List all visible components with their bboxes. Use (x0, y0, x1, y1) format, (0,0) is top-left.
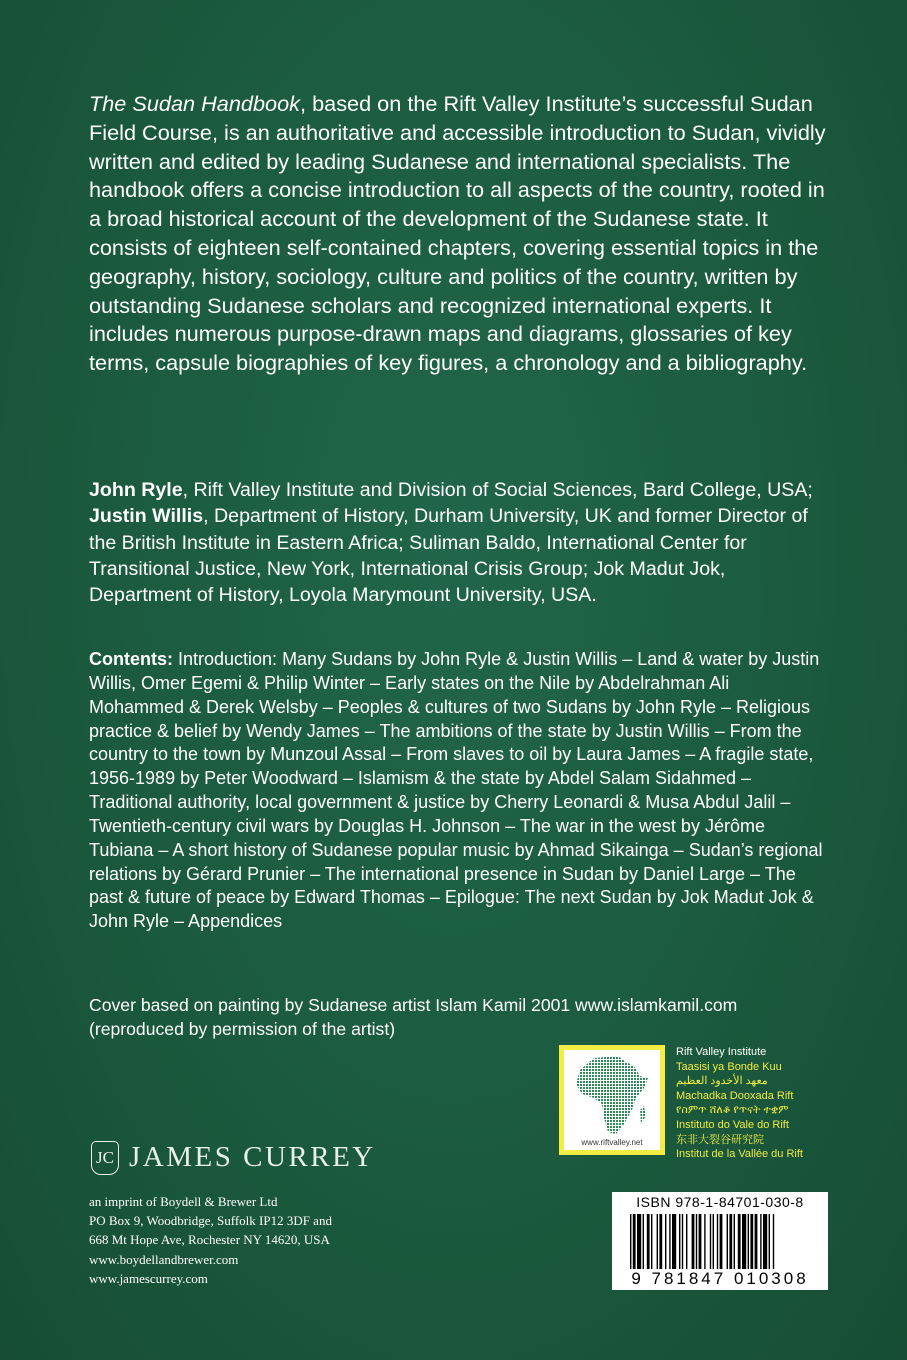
contributors-text-1: , Rift Valley Institute and Division of Social Sciences, Bard College, USA; (182, 479, 813, 501)
barcode-bar (727, 1214, 728, 1276)
africa-map-icon (574, 1054, 652, 1138)
barcode-bar (710, 1214, 711, 1276)
contributors-text-2: , Department of History, Durham University, UK and former Director of the British Institute in Eastern Africa; Suliman Baldo, International Center for Transitional Justice, New York, International Crisis Group; Jok Madut Jok, Department of History, Loyola Marymount University, USA. (89, 505, 808, 607)
barcode-bar (713, 1214, 714, 1276)
address-line: PO Box 9, Woodbridge, Suffolk IP12 3DF and (89, 1213, 332, 1229)
barcode-bar (679, 1214, 680, 1276)
contributors-paragraph (89, 477, 829, 608)
barcode-number: 9 781847 010308 (631, 1269, 809, 1288)
barcode-bar (637, 1214, 641, 1276)
barcode-bar (717, 1214, 718, 1276)
rvi-name-zh: 东非大裂谷研究院 (676, 1133, 764, 1146)
barcode-bar (699, 1214, 702, 1276)
barcode-bar (682, 1214, 683, 1276)
contents-label: Contents: (89, 649, 173, 669)
barcode-bar (750, 1214, 753, 1276)
barcode-bar (755, 1214, 758, 1276)
barcode-bar (720, 1214, 723, 1276)
publisher-website: www.boydellandbrewer.com (89, 1251, 239, 1267)
barcode-bar (657, 1214, 658, 1276)
james-currey-logo-mark: JC (91, 1141, 119, 1175)
barcode-digits (612, 1269, 828, 1289)
barcode-bar (738, 1214, 741, 1276)
contents-paragraph (89, 648, 829, 934)
barcode-bar (651, 1214, 652, 1276)
barcode-bars (630, 1214, 810, 1276)
barcode-bar (748, 1214, 749, 1276)
book-blurb (89, 90, 829, 378)
barcode-bar (686, 1214, 687, 1276)
barcode-bar (769, 1214, 770, 1276)
rvi-name-sw: Taasisi ya Bonde Kuu (676, 1060, 782, 1073)
contents-text: Introduction: Many Sudans by John Ryle & Justin Willis – Land & water by Justin Willis, Omer Egemi & Philip Winter – Early states on the Nile by Abdelrahman Ali Mohammed & Derek Welsby – Peoples & cultures of two Sudans by John Ryle – Religious practice & belief by Wendy James – The ambitions of the state by Justin Willis – From the country to the town by Munzoul Assal – From slaves to oil by Laura James – A fragile state, 1956-1989 by Peter Woodward – Islamism & the state by Abdel Salam Sidahmed – Traditional authority, local government & justice by Cherry Leonardi & Musa Abdul Jalil – Twentieth-century civil wars by Douglas H. Johnson – The war in the west by Jérôme Tubiana – A short history of Sudanese popular music by Ahmad Sikainga – Sudan’s regional relations by Gérard Prunier – The international presence in Sudan by Daniel Large – The past & future of peace by Edward Thomas – Epilogue: The next Sudan by Jok Madut Jok & John Ryle – Appendices (89, 649, 823, 932)
blurb-text: , based on the Rift Valley Institute’s successful Sudan Field Course, is an authoritative and accessible introduction to Sudan, vividly written and edited by leading Sudanese and international specialists. The handbook offers a concise introduction to all aspects of the country, rooted in a broad historical account of the development of the Sudanese state. It consists of eighteen self-contained chapters, covering essential topics in the geography, history, sociology, culture and politics of the country, written by outstanding Sudanese scholars and recognized international experts. It includes numerous purpose-drawn maps and diagrams, glossaries of key terms, capsule biographies of key figures, a chronology and a bibliography. (89, 91, 826, 376)
barcode-bar (696, 1214, 697, 1276)
rift-valley-institute-logo (559, 1045, 665, 1155)
book-title: The Sudan Handbook (89, 91, 301, 116)
barcode-bar (760, 1214, 761, 1276)
publisher-website: www.jamescurrey.com (89, 1270, 208, 1286)
barcode-bar (672, 1214, 676, 1276)
barcode-bar (742, 1214, 746, 1276)
barcode-bar (665, 1214, 666, 1276)
publisher-name: JAMES CURREY (129, 1141, 376, 1173)
barcode-bar (630, 1214, 631, 1276)
barcode-bar (633, 1214, 636, 1276)
editor-name-1: John Ryle (89, 479, 183, 501)
barcode-bar (763, 1214, 767, 1276)
isbn-barcode (612, 1192, 828, 1290)
editor-name-2: Justin Willis (89, 505, 204, 528)
barcode-bar (643, 1214, 644, 1276)
barcode-bar (659, 1214, 662, 1276)
barcode-bar (692, 1214, 695, 1276)
barcode-bar (729, 1214, 732, 1276)
rvi-names-list (676, 1045, 876, 1162)
rvi-name-ar: معهد الأخدود العظيم (676, 1075, 768, 1088)
isbn-label: ISBN 978-1-84701-030-8 (636, 1194, 804, 1210)
rvi-logo-url: www.riftvalley.net (581, 1138, 643, 1147)
address-line: 668 Mt Hope Ave, Rochester NY 14620, USA (89, 1232, 330, 1248)
barcode-bar (647, 1214, 650, 1276)
cover-credit-line-1: Cover based on painting by Sudanese artist Islam Kamil 2001 www.islamkamil.com (89, 995, 738, 1015)
cover-credit-line-2: (reproduced by permission of the artist) (89, 1018, 396, 1039)
rvi-name-pt: Instituto do Vale do Rift (676, 1118, 789, 1131)
barcode-bar (734, 1214, 735, 1276)
address-line: an imprint of Boydell & Brewer Ltd (89, 1194, 278, 1209)
publisher-address (89, 1192, 419, 1288)
rvi-name-am: የስምጥ ሸለቆ የጥናት ተቋም (676, 1104, 789, 1117)
rvi-name-en: Rift Valley Institute (676, 1046, 767, 1058)
barcode-bar (669, 1214, 670, 1276)
barcode-bar (773, 1214, 774, 1276)
cover-credit (89, 994, 829, 1041)
barcode-bar (704, 1214, 705, 1276)
rvi-name-fr: Institut de la Vallée du Rift (676, 1148, 803, 1161)
rvi-name-so: Machadka Dooxada Rift (676, 1089, 794, 1102)
